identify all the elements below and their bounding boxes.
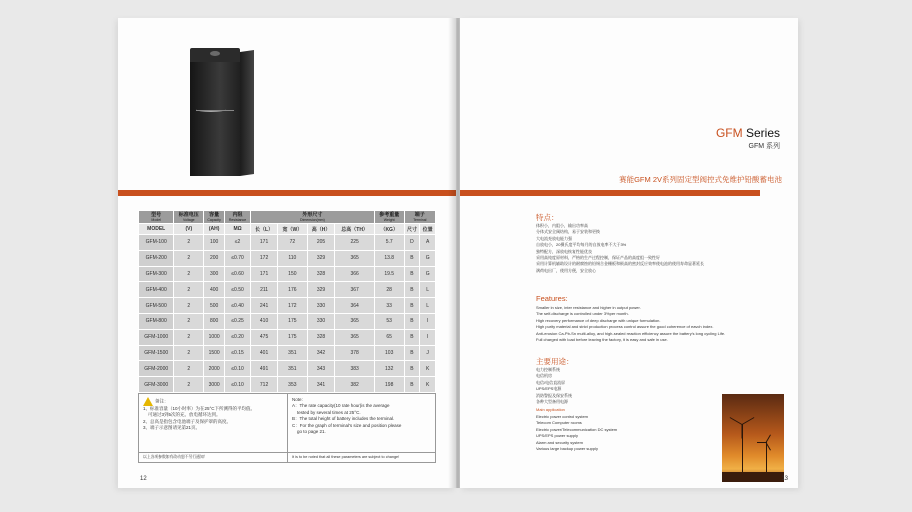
table-cell: 2: [174, 235, 204, 251]
notes-en-line: B：The total height of battery includes the terminal.: [292, 416, 395, 422]
table-header-cell: [404, 211, 435, 224]
header-cn: 端子: [414, 212, 425, 218]
table-cell: 205: [307, 235, 335, 251]
table-cell: B: [404, 298, 420, 314]
page-number-left: 12: [140, 476, 147, 482]
table-cell: 1500: [204, 345, 225, 361]
table-cell: 103: [374, 345, 404, 361]
table-cell: L: [420, 298, 436, 314]
table-cell: G: [420, 250, 436, 266]
list-item: Anti-erosion Ca-Pb-Sn multi-alloy, and high-sealed reaction efficiency assure the battery's long cycling Life.: [536, 330, 726, 336]
list-item: Electric power/Telecommunication DC system: [536, 426, 618, 432]
table-header-cell: [251, 211, 375, 224]
table-cell: D: [404, 235, 420, 251]
table-cell: 400: [204, 282, 225, 298]
product-subtitle: 赛能GFM 2V系列固定型阀控式免维护铅酸蓄电池: [619, 175, 782, 184]
footer-en: It is to be noted that all these parameters are subject to change!: [287, 453, 435, 462]
table-cell: 53: [374, 313, 404, 329]
battery-valve-cap: [210, 51, 220, 56]
table-header-cell: [225, 211, 251, 224]
table-cell: 353: [278, 377, 307, 393]
table-cell: B: [404, 266, 420, 282]
table-cell: 365: [335, 329, 374, 345]
table-cell: 100: [204, 235, 225, 251]
series-title-block: [716, 126, 780, 151]
footer-cn: 以上各项参数如有改动恕不另行通知！: [143, 454, 208, 459]
table-row: [139, 313, 436, 329]
table-cell: 351: [278, 361, 307, 377]
notes-en-title: Note:: [292, 396, 303, 402]
spec-table: [138, 210, 436, 393]
table-cell: 2: [174, 298, 204, 314]
table-row: [139, 266, 436, 282]
header-en: Terminal: [413, 218, 427, 222]
table-cell: B: [404, 250, 420, 266]
table-cell: B: [404, 377, 420, 393]
table-cell: ≤0.15: [225, 345, 251, 361]
features-en-list: [536, 305, 725, 343]
table-cell: ≤0.60: [225, 266, 251, 282]
table-row: [139, 298, 436, 314]
list-item: 电力控制系统: [536, 367, 560, 372]
header-en: Weight: [383, 218, 395, 222]
table-header-cell: [139, 211, 174, 224]
table-cell: GFM-400: [139, 282, 174, 298]
table-cell: 3000: [204, 377, 225, 393]
list-item: 采用计算机辅助设计的耐腐蚀的铅锡合金栅板和极高的密封反应效率使电池的使用寿命显著延长: [536, 261, 704, 267]
spec-table-section: [138, 210, 436, 463]
table-cell: 2: [174, 313, 204, 329]
table-cell: 365: [335, 313, 374, 329]
notes-en: [287, 394, 435, 452]
uses-en-title: Main application: [536, 407, 565, 412]
header-en: Model: [151, 218, 161, 222]
table-cell: 401: [251, 345, 278, 361]
notes-cn: [139, 394, 287, 452]
header-en: Capacity: [207, 218, 221, 222]
series-title-rest: Series: [742, 126, 780, 140]
table-cell: 13.8: [374, 250, 404, 266]
turbine-blade: [757, 442, 766, 443]
table-cell: GFM-1000: [139, 329, 174, 345]
header-cn: 容量: [209, 212, 220, 218]
battery-side: [240, 50, 254, 176]
table-cell: 491: [251, 361, 278, 377]
list-item: 电信/电信直流屏: [536, 379, 566, 385]
table-cell: 175: [278, 313, 307, 329]
uses-cn-list: [536, 367, 572, 405]
table-row: [139, 235, 436, 251]
uses-cn-title: 主要用途：: [536, 357, 574, 366]
table-cell: 712: [251, 377, 278, 393]
table-cell: GFM-800: [139, 313, 174, 329]
notes-cn-line: 3、端子示意图请见第21页。: [143, 425, 201, 431]
list-item: 体积小，内阻小，输出功率高: [536, 223, 588, 228]
table-cell: 72: [278, 235, 307, 251]
table-cell: 2000: [204, 361, 225, 377]
list-item: UPS/EPS power supply: [536, 433, 579, 439]
table-cell: B: [404, 329, 420, 345]
list-item: High recovery performance of deep discharge with unique formulation.: [536, 317, 661, 323]
table-row: [139, 282, 436, 298]
table-cell: 2: [174, 361, 204, 377]
table-cell: 330: [307, 313, 335, 329]
notes-cn-title: 备注：: [155, 398, 169, 404]
table-subheader-cell: (AH): [204, 224, 225, 235]
table-cell: B: [404, 313, 420, 329]
table-cell: B: [404, 361, 420, 377]
table-cell: 382: [335, 377, 374, 393]
table-row: [139, 361, 436, 377]
turbine-blade: [742, 417, 755, 425]
list-item: Various large backup power supply: [536, 446, 598, 452]
table-cell: 329: [307, 282, 335, 298]
battery-label: [196, 110, 234, 124]
accent-stripe-left: [118, 190, 456, 196]
accent-stripe-right: [460, 190, 760, 196]
table-cell: 171: [251, 266, 278, 282]
notes-en-line: C：For the graph of terminal's size and position please: [292, 422, 402, 428]
table-cell: 410: [251, 313, 278, 329]
table-cell: I: [420, 329, 436, 345]
features-cn-title: 特点：: [536, 213, 559, 222]
table-cell: ≤0.70: [225, 250, 251, 266]
table-cell: 367: [335, 282, 374, 298]
page-number-right: 13: [781, 476, 788, 482]
photo-ground: [722, 472, 784, 482]
table-subheader-cell: （KG）: [374, 224, 404, 235]
table-cell: 328: [307, 266, 335, 282]
table-cell: GFM-100: [139, 235, 174, 251]
table-cell: ≤0.50: [225, 282, 251, 298]
list-item: 各种大型备用电源: [536, 399, 568, 405]
table-cell: 110: [278, 250, 307, 266]
table-cell: 28: [374, 282, 404, 298]
left-page: [118, 18, 456, 488]
table-cell: 150: [278, 266, 307, 282]
table-cell: 330: [307, 298, 335, 314]
header-cn: 内阻: [232, 212, 243, 218]
header-en: Voltage: [182, 218, 195, 222]
table-cell: 2: [174, 266, 204, 282]
table-cell: 342: [307, 345, 335, 361]
table-header-row: [139, 211, 436, 224]
table-subheader-cell: MΩ: [225, 224, 251, 235]
table-cell: 132: [374, 361, 404, 377]
table-cell: 65: [374, 329, 404, 345]
warning-icon: [143, 397, 153, 406]
notes-cn-line: 可通过3到5次的充、放电循环达到。: [148, 412, 221, 418]
list-item: 满荷电出厂，使用方便，安全放心: [536, 267, 596, 273]
table-subheader-cell: 长（L）: [251, 224, 278, 235]
table-cell: 211: [251, 282, 278, 298]
table-cell: A: [420, 235, 436, 251]
list-item: Alarm and security system: [536, 439, 583, 445]
table-row: [139, 345, 436, 361]
table-cell: 176: [278, 282, 307, 298]
table-cell: GFM-3000: [139, 377, 174, 393]
table-cell: GFM-300: [139, 266, 174, 282]
features-en-title: Features:: [536, 294, 568, 303]
table-cell: GFM-500: [139, 298, 174, 314]
table-cell: 2: [174, 377, 204, 393]
table-row: [139, 377, 436, 393]
table-cell: 1000: [204, 329, 225, 345]
turbine-blade: [742, 425, 743, 439]
wind-turbine-photo: [722, 394, 784, 482]
battery-body: [190, 62, 240, 176]
list-item: Electric power control system: [536, 414, 589, 419]
table-cell: I: [420, 313, 436, 329]
table-body: [139, 224, 436, 393]
table-cell: 2: [174, 345, 204, 361]
table-cell: 175: [278, 329, 307, 345]
table-cell: 383: [335, 361, 374, 377]
table-cell: ≤0.20: [225, 329, 251, 345]
table-cell: 475: [251, 329, 278, 345]
table-cell: 2: [174, 250, 204, 266]
table-header-cell: [374, 211, 404, 224]
list-item: High purity material and strict production process control assure the good coherence of eavch index.: [536, 324, 714, 330]
table-cell: L: [420, 282, 436, 298]
table-cell: K: [420, 361, 436, 377]
table-subheader-cell: MODEL: [139, 224, 174, 235]
table-cell: ≤0.40: [225, 298, 251, 314]
table-cell: 200: [204, 250, 225, 266]
table-cell: 172: [251, 250, 278, 266]
table-subheader-cell: 总高（TH）: [335, 224, 374, 235]
open-brochure: [118, 18, 798, 488]
table-cell: ≤0.25: [225, 313, 251, 329]
table-cell: ≤2: [225, 235, 251, 251]
table-subheader-cell: 高（H）: [307, 224, 335, 235]
list-item: 电信机房: [536, 373, 552, 379]
table-cell: 343: [307, 361, 335, 377]
table-subheader-cell: (V): [174, 224, 204, 235]
header-cn: 型号: [151, 212, 162, 218]
battery-top: [190, 48, 240, 62]
table-cell: B: [404, 345, 420, 361]
header-cn: 外形尺寸: [302, 212, 323, 218]
table-cell: B: [404, 282, 420, 298]
turbine-tower: [766, 442, 767, 474]
series-title: [716, 126, 780, 140]
table-cell: 328: [307, 329, 335, 345]
list-item: 独特配方，深放电恢复性能优良: [536, 248, 592, 254]
table-cell: GFM-200: [139, 250, 174, 266]
header-en: Resistance: [228, 218, 247, 222]
series-title-accent: GFM: [715, 126, 743, 140]
table-subheader-cell: 位置: [420, 224, 436, 235]
table-cell: 300: [204, 266, 225, 282]
table-cell: 241: [251, 298, 278, 314]
table-cell: 500: [204, 298, 225, 314]
table-cell: 2: [174, 282, 204, 298]
list-item: The self-discharge is controlled under 3%per month.: [536, 311, 629, 317]
table-cell: ≤0.10: [225, 377, 251, 393]
features-cn-list: [536, 223, 704, 274]
series-title-cn: GFM 系列: [748, 143, 780, 150]
table-subheader-cell: 尺寸: [404, 224, 420, 235]
table-cell: 364: [335, 298, 374, 314]
table-cell: 5.7: [374, 235, 404, 251]
table-cell: J: [420, 345, 436, 361]
table-cell: K: [420, 377, 436, 393]
table-cell: 198: [374, 377, 404, 393]
table-subheader-cell: 宽（W）: [278, 224, 307, 235]
table-cell: ≤0.10: [225, 361, 251, 377]
header-en: Dimension(mm): [300, 218, 325, 222]
list-item: Telecom Computer rooms: [536, 420, 582, 426]
list-item: 自放电小，20摄氏度平均每月的自放电率不大于3%: [536, 242, 627, 248]
uses-en-list: [536, 414, 617, 452]
table-cell: 19.5: [374, 266, 404, 282]
list-item: 分体式安全阀结构，易于安装和更换: [536, 229, 600, 235]
table-header-cell: [204, 211, 225, 224]
header-cn: 参考重量: [379, 212, 400, 218]
list-item: UPS/EPS电源: [536, 386, 562, 392]
notes-en-line: tested by several times at 25°C.: [297, 409, 361, 415]
notes-en-line: A：The rate capacity(10 rate hour)is the average: [292, 403, 390, 409]
table-subheader-row: [139, 224, 436, 235]
table-cell: 33: [374, 298, 404, 314]
table-cell: 341: [307, 377, 335, 393]
right-page: [460, 18, 798, 488]
turbine-blade: [730, 417, 743, 425]
list-item: 采用高纯度原材料，严格的生产过程控制，保证产品的高度组一致性好: [536, 255, 660, 261]
table-cell: 2: [174, 329, 204, 345]
header-cn: 标准电压: [178, 212, 199, 218]
list-item: 消防警报及保安系统: [536, 392, 572, 398]
table-cell: 365: [335, 250, 374, 266]
table-cell: 366: [335, 266, 374, 282]
table-cell: 351: [278, 345, 307, 361]
notes-box: [138, 393, 436, 453]
table-cell: 225: [335, 235, 374, 251]
footer-row: [138, 453, 436, 463]
notes-cn-line: 2、总高是指包含电池端子及保护罩的高度。: [143, 418, 232, 424]
notes-cn-line: 1、标准容量（10小时率）为在25°C下所测得的平均值。: [143, 405, 256, 411]
table-header-cell: [174, 211, 204, 224]
table-row: [139, 250, 436, 266]
notes-en-line: go to page 21.: [297, 429, 326, 435]
table-cell: 378: [335, 345, 374, 361]
battery-product-image: [190, 48, 240, 176]
table-row: [139, 329, 436, 345]
table-cell: GFM-2000: [139, 361, 174, 377]
table-cell: 171: [251, 235, 278, 251]
table-cell: 329: [307, 250, 335, 266]
list-item: Smaller in size, inter resistance and higher in output power.: [536, 305, 641, 310]
list-item: 大电流充放电能力强: [536, 235, 572, 241]
list-item: Full charged with load before leaving the factory, it is easy and safe in use.: [536, 337, 668, 343]
table-cell: 172: [278, 298, 307, 314]
table-cell: 800: [204, 313, 225, 329]
table-cell: GFM-1500: [139, 345, 174, 361]
table-cell: G: [420, 266, 436, 282]
